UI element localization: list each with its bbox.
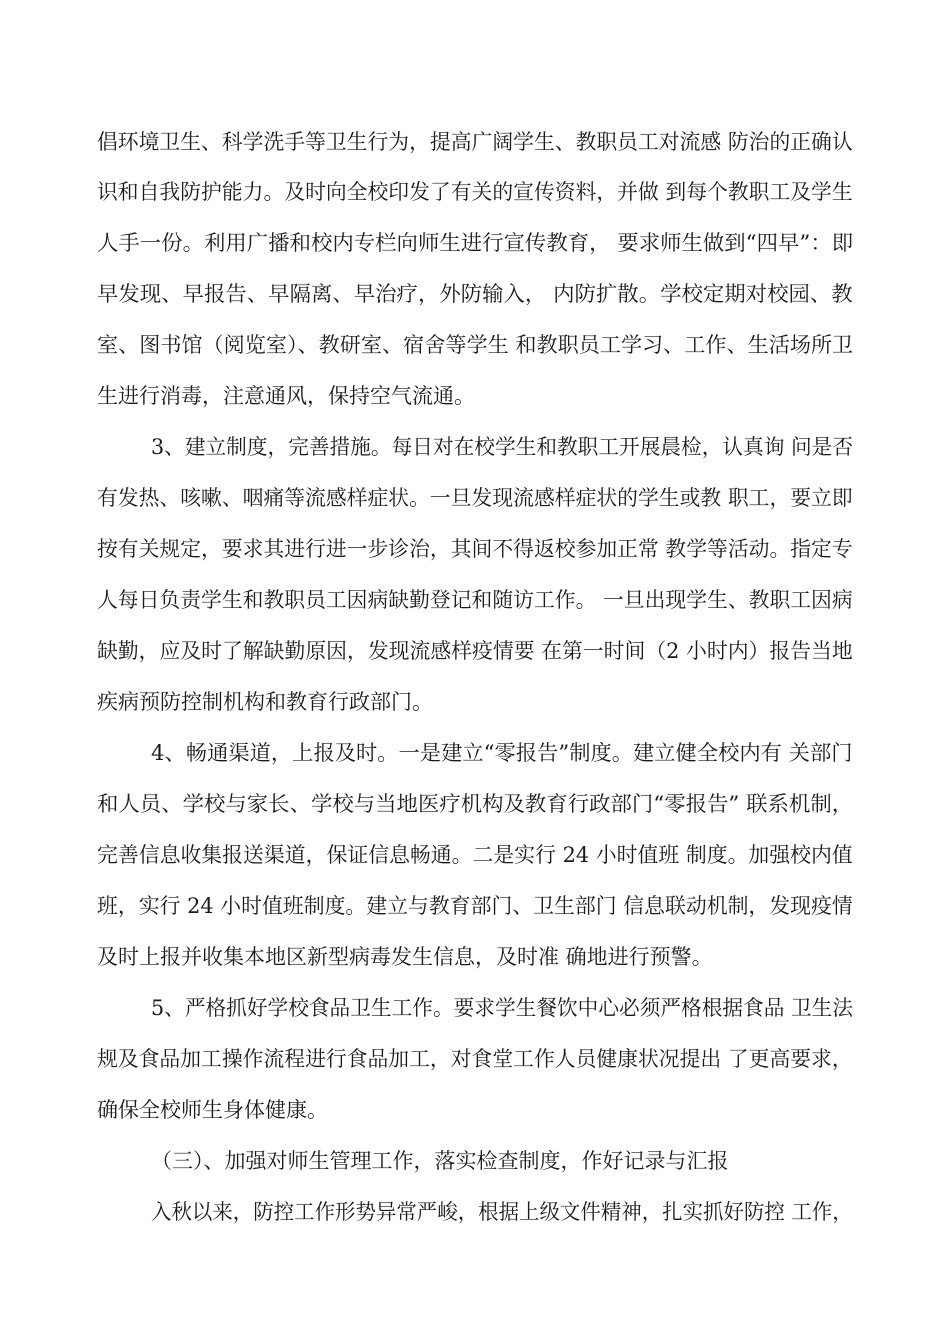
paragraph-line: 生进行消毒，注意通风，保持空气流通。 — [97, 384, 475, 408]
paragraph-line: 倡环境卫生、科学洗手等卫生行为，提高广阔学生、教职员工对流感 防治的正确认 — [97, 130, 853, 154]
paragraph-line: 人手一份。利用广播和校内专栏向师生进行宣传教育， 要求师生做到“四早”：即 — [97, 231, 854, 255]
paragraph-line: 规及食品加工操作流程进行食品加工，对食堂工作人员健康状况提出 了更高要求， — [97, 1047, 853, 1071]
paragraph-line: 和人员、学校与家长、学校与当地医疗机构及教育行政部门“零报告” 联系机制， — [97, 792, 854, 816]
paragraph-line: 班，实行 24 小时值班制度。建立与教育部门、卫生部门 信息联动机制，发现疫情 — [97, 894, 853, 918]
paragraph-line: 疾病预防控制机构和教育行政部门。 — [97, 690, 433, 714]
paragraph-line: 人每日负责学生和教职员工因病缺勤登记和随访工作。 一旦出现学生、教职工因病 — [97, 588, 853, 612]
paragraph-line: 确保全校师生身体健康。 — [97, 1098, 328, 1122]
section-heading: （三）、加强对师生管理工作，落实检查制度，作好记录与汇报 — [151, 1149, 729, 1173]
paragraph-line: 完善信息收集报送渠道，保证信息畅通。二是实行 24 小时值班 制度。加强校内值 — [97, 843, 853, 867]
paragraph-line: 4、畅通渠道，上报及时。一是建立“零报告”制度。建立健全校内有 关部门 — [151, 741, 853, 765]
paragraph-line: 有发热、咳嗽、咽痛等流感样症状。一旦发现流感样症状的学生或教 职工，要立即 — [97, 486, 853, 510]
paragraph-line: 及时上报并收集本地区新型病毒发生信息，及时准 确地进行预警。 — [97, 945, 713, 969]
paragraph-line: 缺勤，应及时了解缺勤原因，发现流感样疫情要 在第一时间（2 小时内）报告当地 — [97, 639, 853, 663]
paragraph-line: 按有关规定，要求其进行进一步诊治，其间不得返校参加正常 教学等活动。指定专 — [97, 537, 853, 561]
paragraph-line: 5、严格抓好学校食品卫生工作。要求学生餐饮中心必须严格根据食品 卫生法 — [151, 996, 854, 1020]
paragraph-line: 3、建立制度，完善措施。每日对在校学生和教职工开展晨检，认真询 问是否 — [151, 435, 854, 459]
paragraph-line: 室、图书馆（阅览室）、教研室、宿舍等学生 和教职员工学习、工作、生活场所卫 — [97, 333, 854, 357]
paragraph-line: 识和自我防护能力。及时向全校印发了有关的宣传资料，并做 到每个教职工及学生 — [97, 180, 853, 204]
paragraph-line: 早发现、早报告、早隔离、早治疗，外防输入， 内防扩散。学校定期对校园、教 — [97, 282, 853, 306]
paragraph-line: 入秋以来，防控工作形势异常严峻，根据上级文件精神，扎实抓好防控 工作， — [151, 1200, 853, 1224]
